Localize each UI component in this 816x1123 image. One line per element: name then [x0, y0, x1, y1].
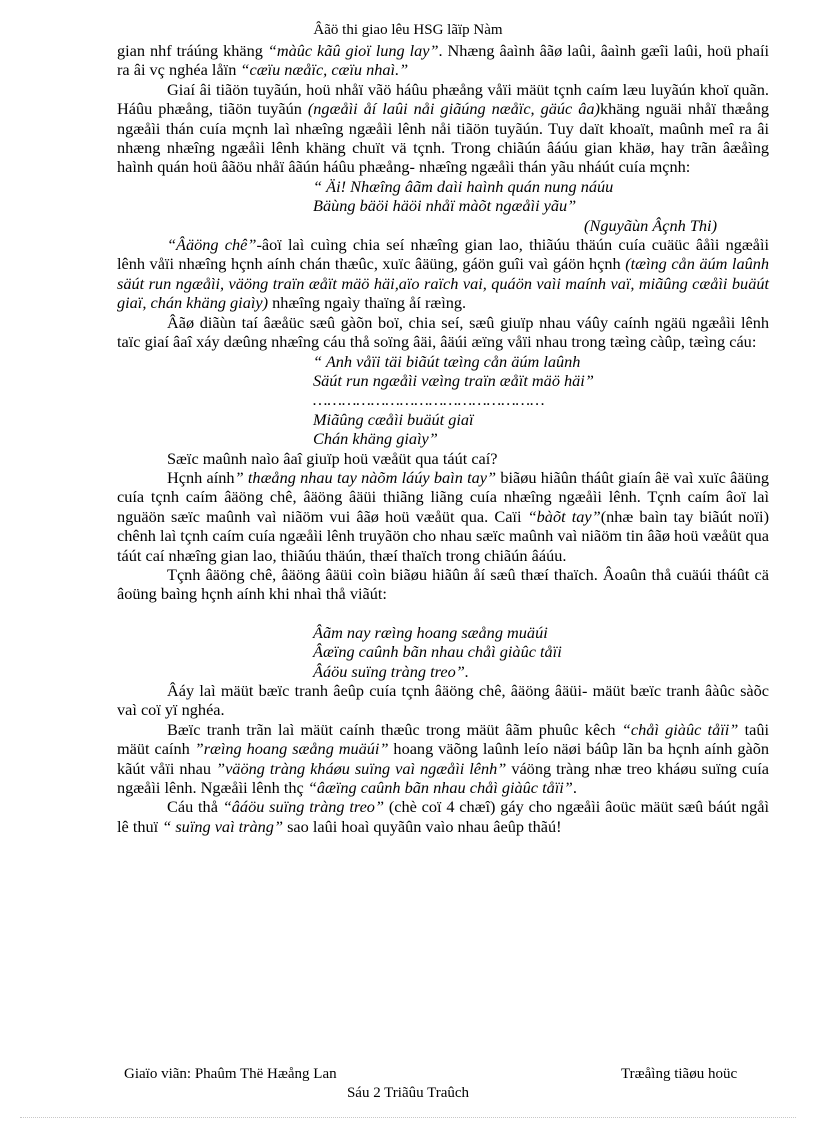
poem-quote-1	[313, 177, 769, 216]
poem-line: Chán khäng giaìy”	[313, 429, 438, 449]
quote-italic: “âæïng caûnh bãn nhau chåì giàûc tåïi”	[307, 778, 573, 798]
text-run: .	[572, 778, 577, 798]
text-run: biãøu hiãûn tháût giaín âë vaì xuïc âäüng cuía tçnh caím âäöng chê, âäöng âäüi thiãng liãng cuía nhæîng ngæåìi lênh. Tçnh caím âoï laì nguäön sæïc maûnh vaì niãöm vui âãø hoü væåüt qua. Caïi	[117, 467, 769, 526]
paragraph-7: Tçnh âäöng chê, âäöng âäüi coìn biãøu hiãûn åí sæû thæí thaïch. Âoaûn thå cuäúi tháût cä âoüng baìng hçnh aính khi nhaì thå viãút:	[117, 564, 769, 604]
paragraph-9	[117, 720, 769, 798]
quote-italic: “bàõt tay”	[527, 506, 601, 526]
text-run: khäng nguäi nhåï thæång ngæåìi thán cuía mçnh laì nhæîng ngæåìi lênh nåi tiãön tuyãún. Tuy daït khoaït, maûnh meî ra âi nhæng nhæîng ngæåìi lênh khäng chuït vä tçnh. Trong chiãún âáúu gian khäø, hay trãn âæåìng haình quán hoü âãöu nhåï âãún háûu phæång- nhæîng ngæåìi thán yãu nháút cuía mçnh:	[117, 99, 770, 177]
paragraph-5: Sæïc maûnh naìo âaî giuïp hoü væåüt qua táút caí?	[167, 448, 498, 468]
poem-line: Bäùng bäöi häöi nhåï màõt ngæåìi yãu”	[313, 196, 577, 216]
footer-school: Træåìng tiãøu hoüc	[621, 1066, 738, 1082]
quote-italic: ”ræìng hoang sæång muäúi”	[194, 739, 389, 759]
quote-italic: ” thæång nhau tay nàõm láúy baìn tay”	[234, 467, 497, 487]
poem-line: Säút run ngæåìi væìng traïn æåït mäö häi”	[313, 370, 594, 390]
text-run: Cáu thå	[167, 797, 223, 817]
text-run: -âoï laì cuìng chia seí nhæîng gian lao, thiãúu thäún cuía cuäüc âåìi ngæåìi lênh våïi nhæîng hçnh aính chán thæûc, xuïc âäüng, gáön guîi vaì gáön hçnh	[117, 235, 770, 274]
quote-italic: “âáöu suïng tràng treo”	[222, 797, 385, 817]
poem-line: “ Äi! Nhæîng âãm daìi haình quán nung náúu	[313, 176, 614, 196]
poem-quote-2	[313, 352, 769, 449]
text-run: sao laûi hoaì quyãûn vaìo nhau âeûp thãú!	[283, 816, 562, 836]
text-run: Hçnh aính	[167, 467, 235, 487]
quote-italic: (tæìng cån äúm laûnh säút run ngæåìi, väöng traïn æåït mäö häi,aïo raïch vai, quáön vaìi maính vaï, miãûng cæåìi buäút giaï, chán khäng giaìy)	[117, 254, 770, 313]
paragraph-4: Âãø diãùn taí âæåüc sæû gàõn boï, chia seí, sæû giuïp nhau váûy caính ngäü ngæåìi lênh taïc giaí âaî xáy dæûng nhæîng cáu thå soïng âäi, âäúi æïng våïi nhau trong tæìng càûp, tæìng cáu:	[117, 312, 769, 352]
poem-quote-3	[313, 623, 769, 681]
paragraph-6	[117, 468, 769, 565]
poem-line: Miãûng cæåìi buäút giaï	[313, 409, 474, 429]
poem-ellipsis: …………………………………………	[313, 390, 545, 410]
poem-author: (Nguyãùn Âçnh Thi)	[584, 215, 717, 235]
poem-line: “ Anh våïi täi biãút tæìng cån äúm laûnh	[313, 351, 581, 371]
quote-italic: “Âäöng chê”	[167, 235, 257, 255]
text-run: (nhæ baìn tay biãút noïi) chênh laì tçnh caím cuía ngæåìi lênh truyãön cho nhau sæïc maûnh vaì niãöm tin âãø hoü væåüt qua táút caí nhæîng gian lao, thiãúu thäún, thæí thaïch trong chiãún âáúu.	[117, 506, 769, 565]
text-run: váöng tràng nhæ treo kháøu suïng cuía ngæåìi lênh. Ngæåìi lênh thç	[117, 758, 770, 798]
paragraph-10	[117, 797, 769, 836]
quote-italic: ”väöng tràng kháøu suïng vaì ngæåìi lênh”	[216, 758, 507, 778]
document-body	[117, 41, 769, 836]
text-run: nhæîng ngaìy thaïng åí ræìng.	[268, 293, 467, 313]
poem-line: Âæïng caûnh bãn nhau chåì giàûc tåïi	[313, 642, 562, 662]
text-run: gian nhf tráúng khäng	[117, 41, 268, 60]
paragraph-1	[117, 41, 769, 80]
paragraph-3	[117, 235, 769, 313]
text-run: . Nhæng âaình âãø laûi, âaình gæîi laûi, hoü phaíi ra âi vç nghéa låïn	[117, 41, 770, 80]
text-run: taûi mäüt caính	[117, 719, 769, 759]
text-run: Bæïc tranh trãn laì mäüt caính thæûc trong mäüt âãm phuûc kêch	[167, 719, 622, 739]
paragraph-8: Âáy laì mäüt bæïc tranh âeûp cuía tçnh âäöng chê, âäöng âäüi- mäüt bæïc tranh âàûc sàõc vaì coï yï nghéa.	[117, 681, 769, 720]
text-run: Giaí âi tiãön tuyãún, hoü nhåï vãö háûu phæång våïi mäüt tçnh caím læu luyãún khoï quãn. Háûu phæång, tiãön tuyãún	[117, 79, 769, 119]
text-run: (chè coï 4 chæî) gáy cho ngæåìi âoüc mäüt sæû báút ngåì lê thuï	[117, 797, 769, 836]
poem-line: Âãm nay ræìng hoang sæång muäúi	[313, 622, 548, 642]
paragraph-2	[117, 80, 769, 177]
quote-italic: (ngæåìi åí laûi nåi giãúng næåïc, gäúc âa)	[307, 99, 600, 119]
text-run: hoang väõng laûnh leío näøi báûp lãn ba hçnh aính gàõn kãút våïi nhau	[117, 739, 769, 778]
footer-teacher: Giaïo viãn: Phaûm Thë Hæång Lan	[124, 1066, 337, 1082]
page-bottom-divider	[20, 1117, 796, 1118]
footer-school-name: Sáu 2 Triãûu Traûch	[346, 1085, 470, 1101]
quote-italic: “chåì giàûc tåïi”	[621, 719, 739, 739]
quote-italic: “ suïng vaì tràng”	[162, 816, 283, 836]
quote-italic: “màûc kãû gioï lung lay”	[267, 41, 439, 60]
quote-italic: “cæïu næåïc, cæïu nhaì.”	[240, 60, 409, 80]
poem-line: Âáöu suïng tràng treo”.	[313, 661, 469, 681]
page-header: Âãö thi giao lêu HSG lãïp Nàm	[313, 22, 503, 38]
blank-line	[117, 604, 769, 623]
